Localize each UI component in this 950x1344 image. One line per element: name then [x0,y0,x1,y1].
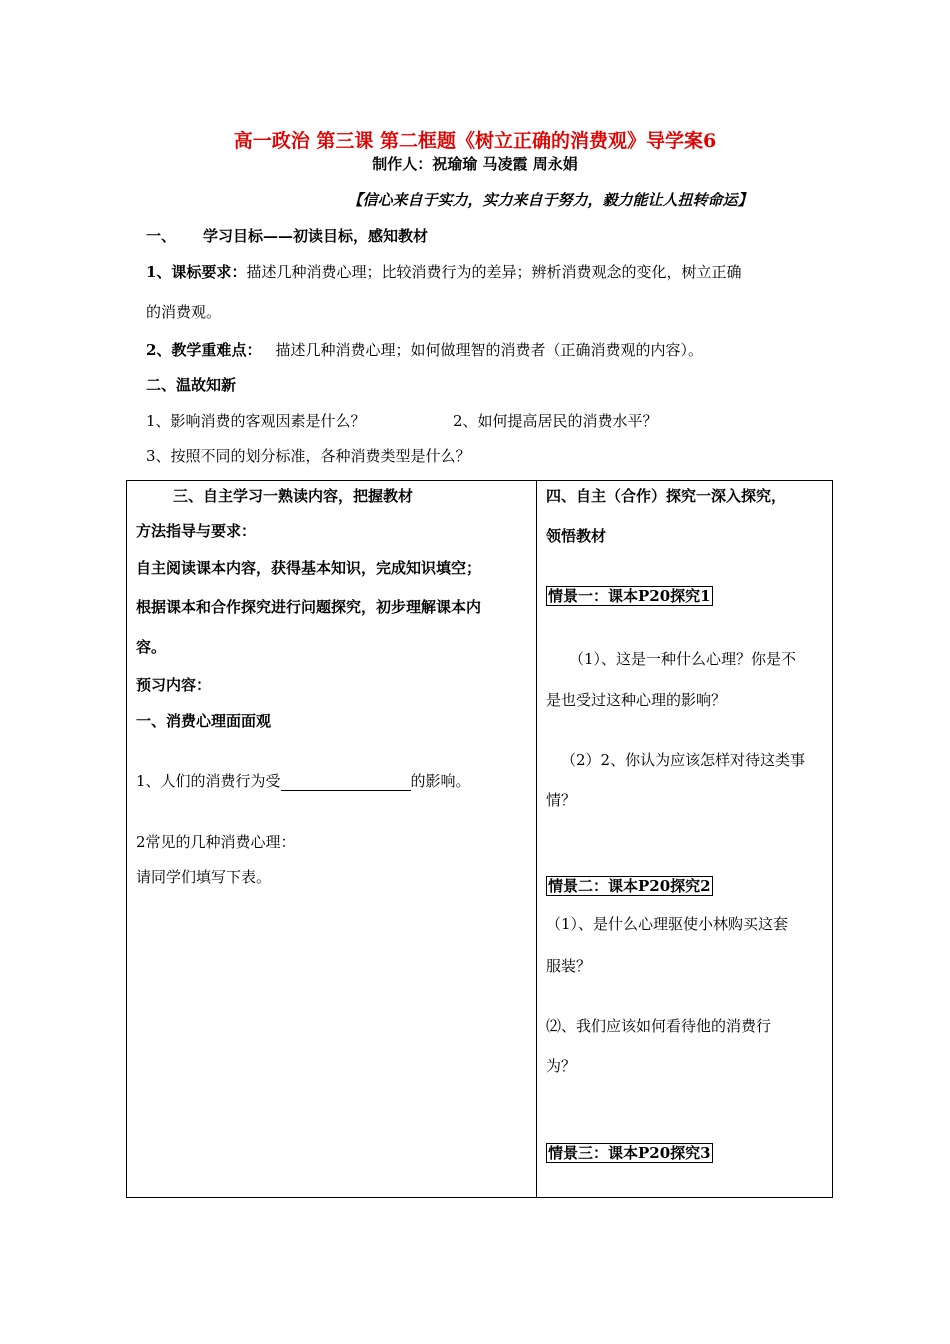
review-question-3: 3、按照不同的划分标准，各种消费类型是什么？ [146,447,471,465]
scenario-1-q2-line-1: （2）2、你认为应该怎样对待这类事 [561,751,806,769]
scenario-2-q2-line-1: ⑵、我们应该如何看待他的消费行 [546,1017,772,1035]
review-question-2: 2、如何提高居民的消费水平？ [453,412,658,430]
scenario-3-label: 情景三：课本P20探究3 [548,1144,711,1162]
method-line-3: 容。 [136,638,167,656]
objective-2-label: 2、教学重难点： [146,341,262,359]
objective-item-1 [146,261,741,282]
objective-1-label: 1、课标要求： [146,263,247,281]
consumer-psychology-heading: 一、消费心理面面观 [136,712,272,730]
common-psychology-item: 2常见的几种消费心理： [136,833,296,851]
fill-in-prefix: 1、人们的消费行为受 [136,772,281,790]
review-question-1: 1、影响消费的客观因素是什么？ [146,412,366,430]
method-line-2: 根据课本和合作探究进行问题探究，初步理解课本内 [136,598,482,616]
inquiry-heading-line-2: 领悟教材 [546,527,607,545]
section1-number: 一、 [146,227,177,245]
method-label: 方法指导与要求： [136,522,257,540]
fill-in-item-1 [136,770,471,791]
scenario-1-q2-line-2: 情？ [546,791,577,809]
fill-in-blank[interactable] [281,774,411,791]
column-divider [536,480,537,1198]
scenario-2-q1-line-1: （1）、是什么心理驱使小林购买这套 [546,915,789,933]
section1-heading: 学习目标——初读目标，感知教材 [203,227,429,245]
objective-item-2 [146,339,703,360]
scenario-1-q1-line-2: 是也受过这种心理的影响？ [546,691,727,709]
scenario-2-q2-line-2: 为？ [546,1057,577,1075]
objective-2-text: 描述几种消费心理；如何做理智的消费者（正确消费观的内容）。 [275,341,703,359]
fill-table-note: 请同学们填写下表。 [136,868,272,886]
scenario-1-label: 情景一：课本P20探究1 [548,587,711,605]
method-line-1: 自主阅读课本内容，获得基本知识，完成知识填空； [136,559,482,577]
fill-in-suffix: 的影响。 [410,772,471,790]
scenario-2-label: 情景二：课本P20探究2 [548,877,711,895]
objective-1-continuation: 的消费观。 [146,303,222,321]
motto: 【信心来自于实力，实力来自于努力，毅力能让人扭转命运】 [347,191,753,209]
section2-heading: 二、温故知新 [146,376,237,394]
page-title: 高一政治 第三课 第二框题《树立正确的消费观》导学案6 [233,130,717,152]
inquiry-heading-line-1: 四、自主（合作）探究一深入探究， [546,487,787,505]
preview-label: 预习内容： [136,676,212,694]
author-line: 制作人：祝瑜瑜 马凌霞 周永娟 [372,155,578,173]
scenario-1-q1-line-1: （1）、这是一种什么心理？你是不 [569,650,797,668]
objective-1-text: 描述几种消费心理；比较消费行为的差异；辨析消费观念的变化，树立正确 [246,263,742,281]
scenario-2-q1-line-2: 服装？ [546,957,592,975]
self-study-heading: 三、自主学习一熟读内容，把握教材 [173,487,414,505]
